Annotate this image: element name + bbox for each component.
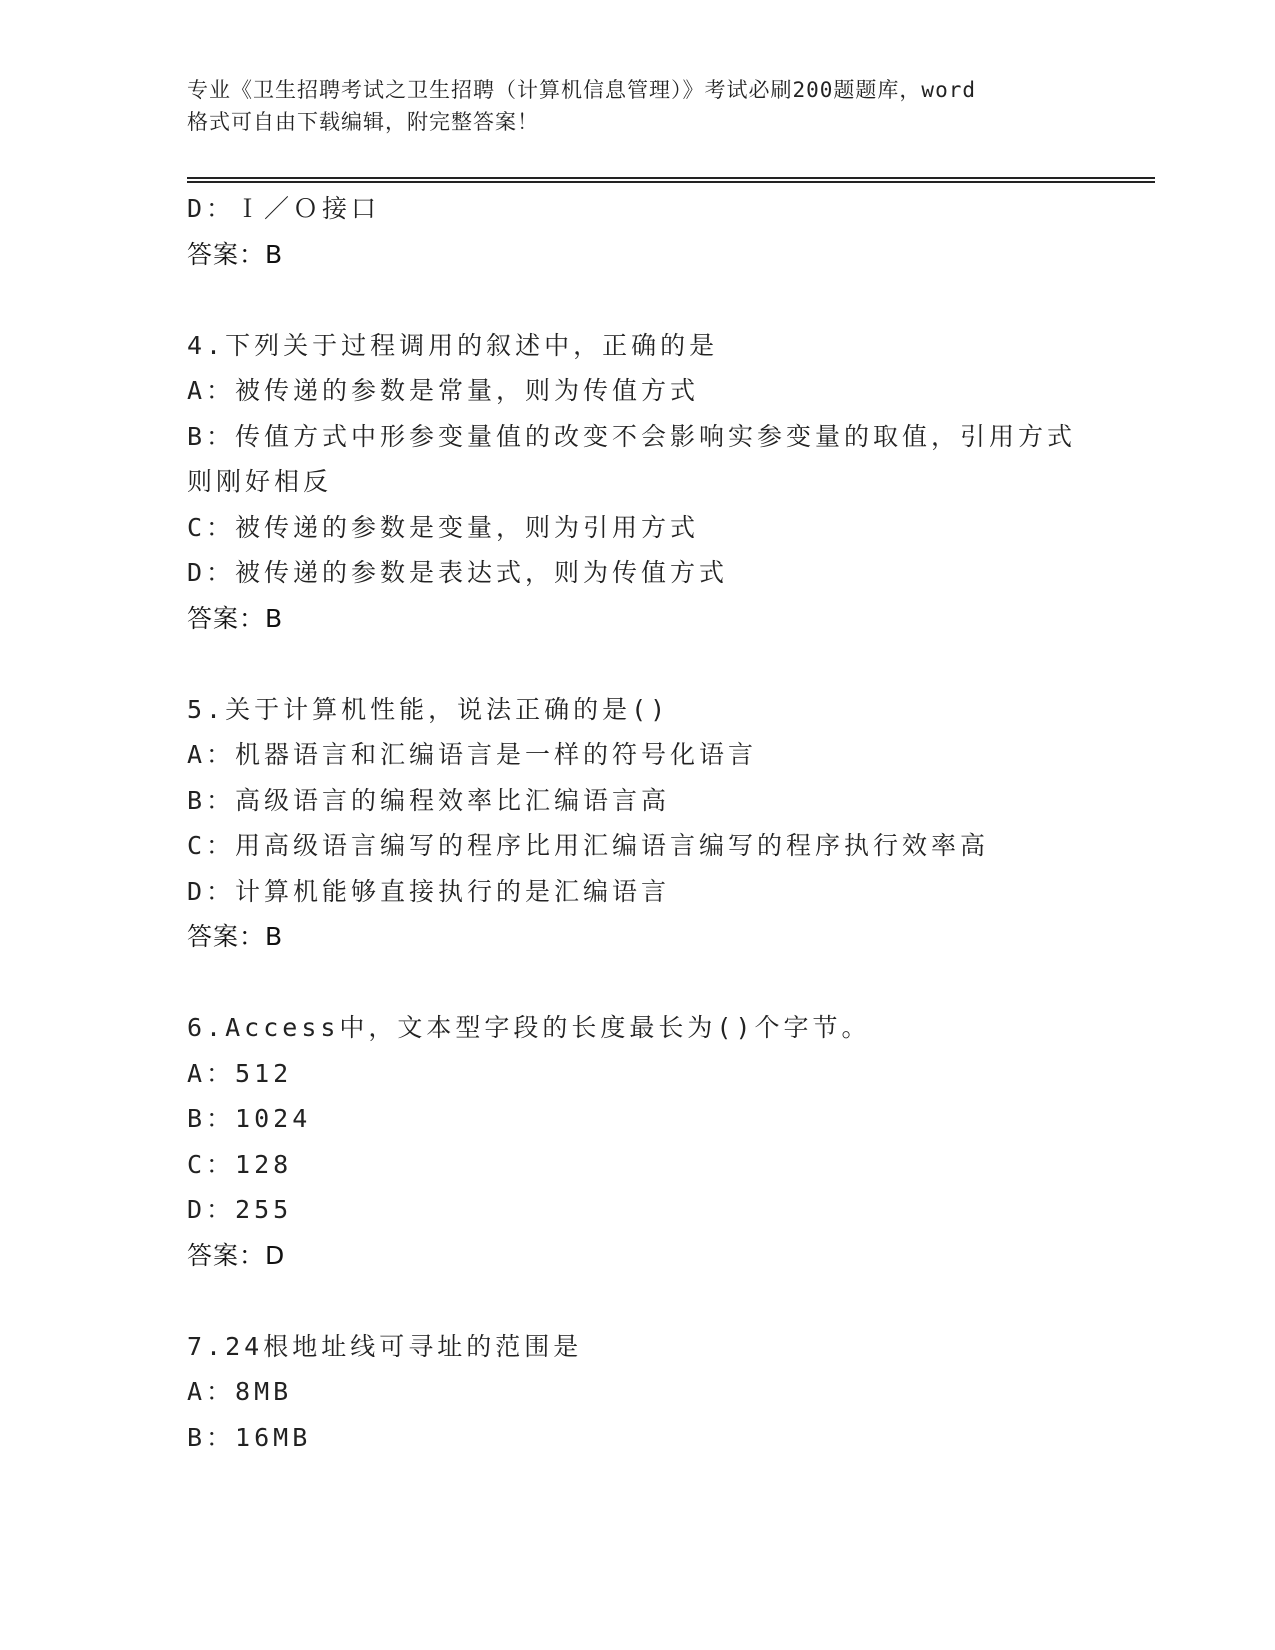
option-c: C：被传递的参数是变量，则为引用方式: [187, 512, 700, 542]
option-a: A：8MB: [187, 1377, 293, 1406]
option-d: D：Ｉ／Ｏ接口: [187, 194, 381, 223]
option-a: A：机器语言和汇编语言是一样的符号化语言: [187, 740, 758, 769]
question-stem: [187, 1005, 1087, 1051]
option-b: B：16MB: [187, 1422, 312, 1452]
option-c: C：用高级语言编写的程序比用汇编语言编写的程序执行效率高: [187, 831, 990, 860]
question-number: 6.: [187, 1013, 226, 1042]
question-text: 关于计算机性能，说法正确的是(): [225, 694, 670, 724]
option-a: A：512: [187, 1058, 293, 1088]
answer-line: 答案：B: [187, 603, 284, 633]
option-c: C：128: [187, 1149, 293, 1179]
option-d: D：255: [187, 1195, 293, 1224]
question-text: 下列关于过程调用的叙述中，正确的是: [225, 330, 719, 360]
answer-line: 答案：B: [187, 922, 284, 951]
header-line-1: 专业《卫生招聘考试之卫生招聘（计算机信息管理）》考试必刷200题题库，word: [187, 78, 976, 102]
document-header: [187, 74, 1087, 138]
header-double-rule: [187, 177, 1155, 183]
option-b: B：1024: [187, 1104, 312, 1133]
option-a: A：被传递的参数是常量，则为传值方式: [187, 376, 700, 405]
question-stem: [187, 323, 1087, 369]
option-b-continued: 则刚好相反: [187, 467, 333, 496]
header-line-2: 格式可自由下载编辑，附完整答案！: [187, 110, 539, 134]
option-b: B：高级语言的编程效率比汇编语言高: [187, 785, 671, 815]
question-text: 24根地址线可寻址的范围是: [225, 1331, 583, 1361]
question-stem: [187, 687, 1087, 733]
question-stem: [187, 1324, 1087, 1370]
option-d: D：计算机能够直接执行的是汇编语言: [187, 876, 671, 906]
question-number: 4.: [187, 330, 226, 360]
question-text: Access中，文本型字段的长度最长为()个字节。: [225, 1013, 871, 1042]
question-list: [187, 186, 1087, 1460]
question-number: 7.: [187, 1331, 226, 1361]
option-b: B：传值方式中形参变量值的改变不会影响实参变量的取值，引用方式: [187, 421, 1077, 451]
answer-line: 答案：D: [187, 1240, 286, 1270]
option-d: D：被传递的参数是表达式，则为传值方式: [187, 558, 729, 587]
answer-line: 答案：B: [187, 239, 284, 269]
question-number: 5.: [187, 694, 226, 724]
